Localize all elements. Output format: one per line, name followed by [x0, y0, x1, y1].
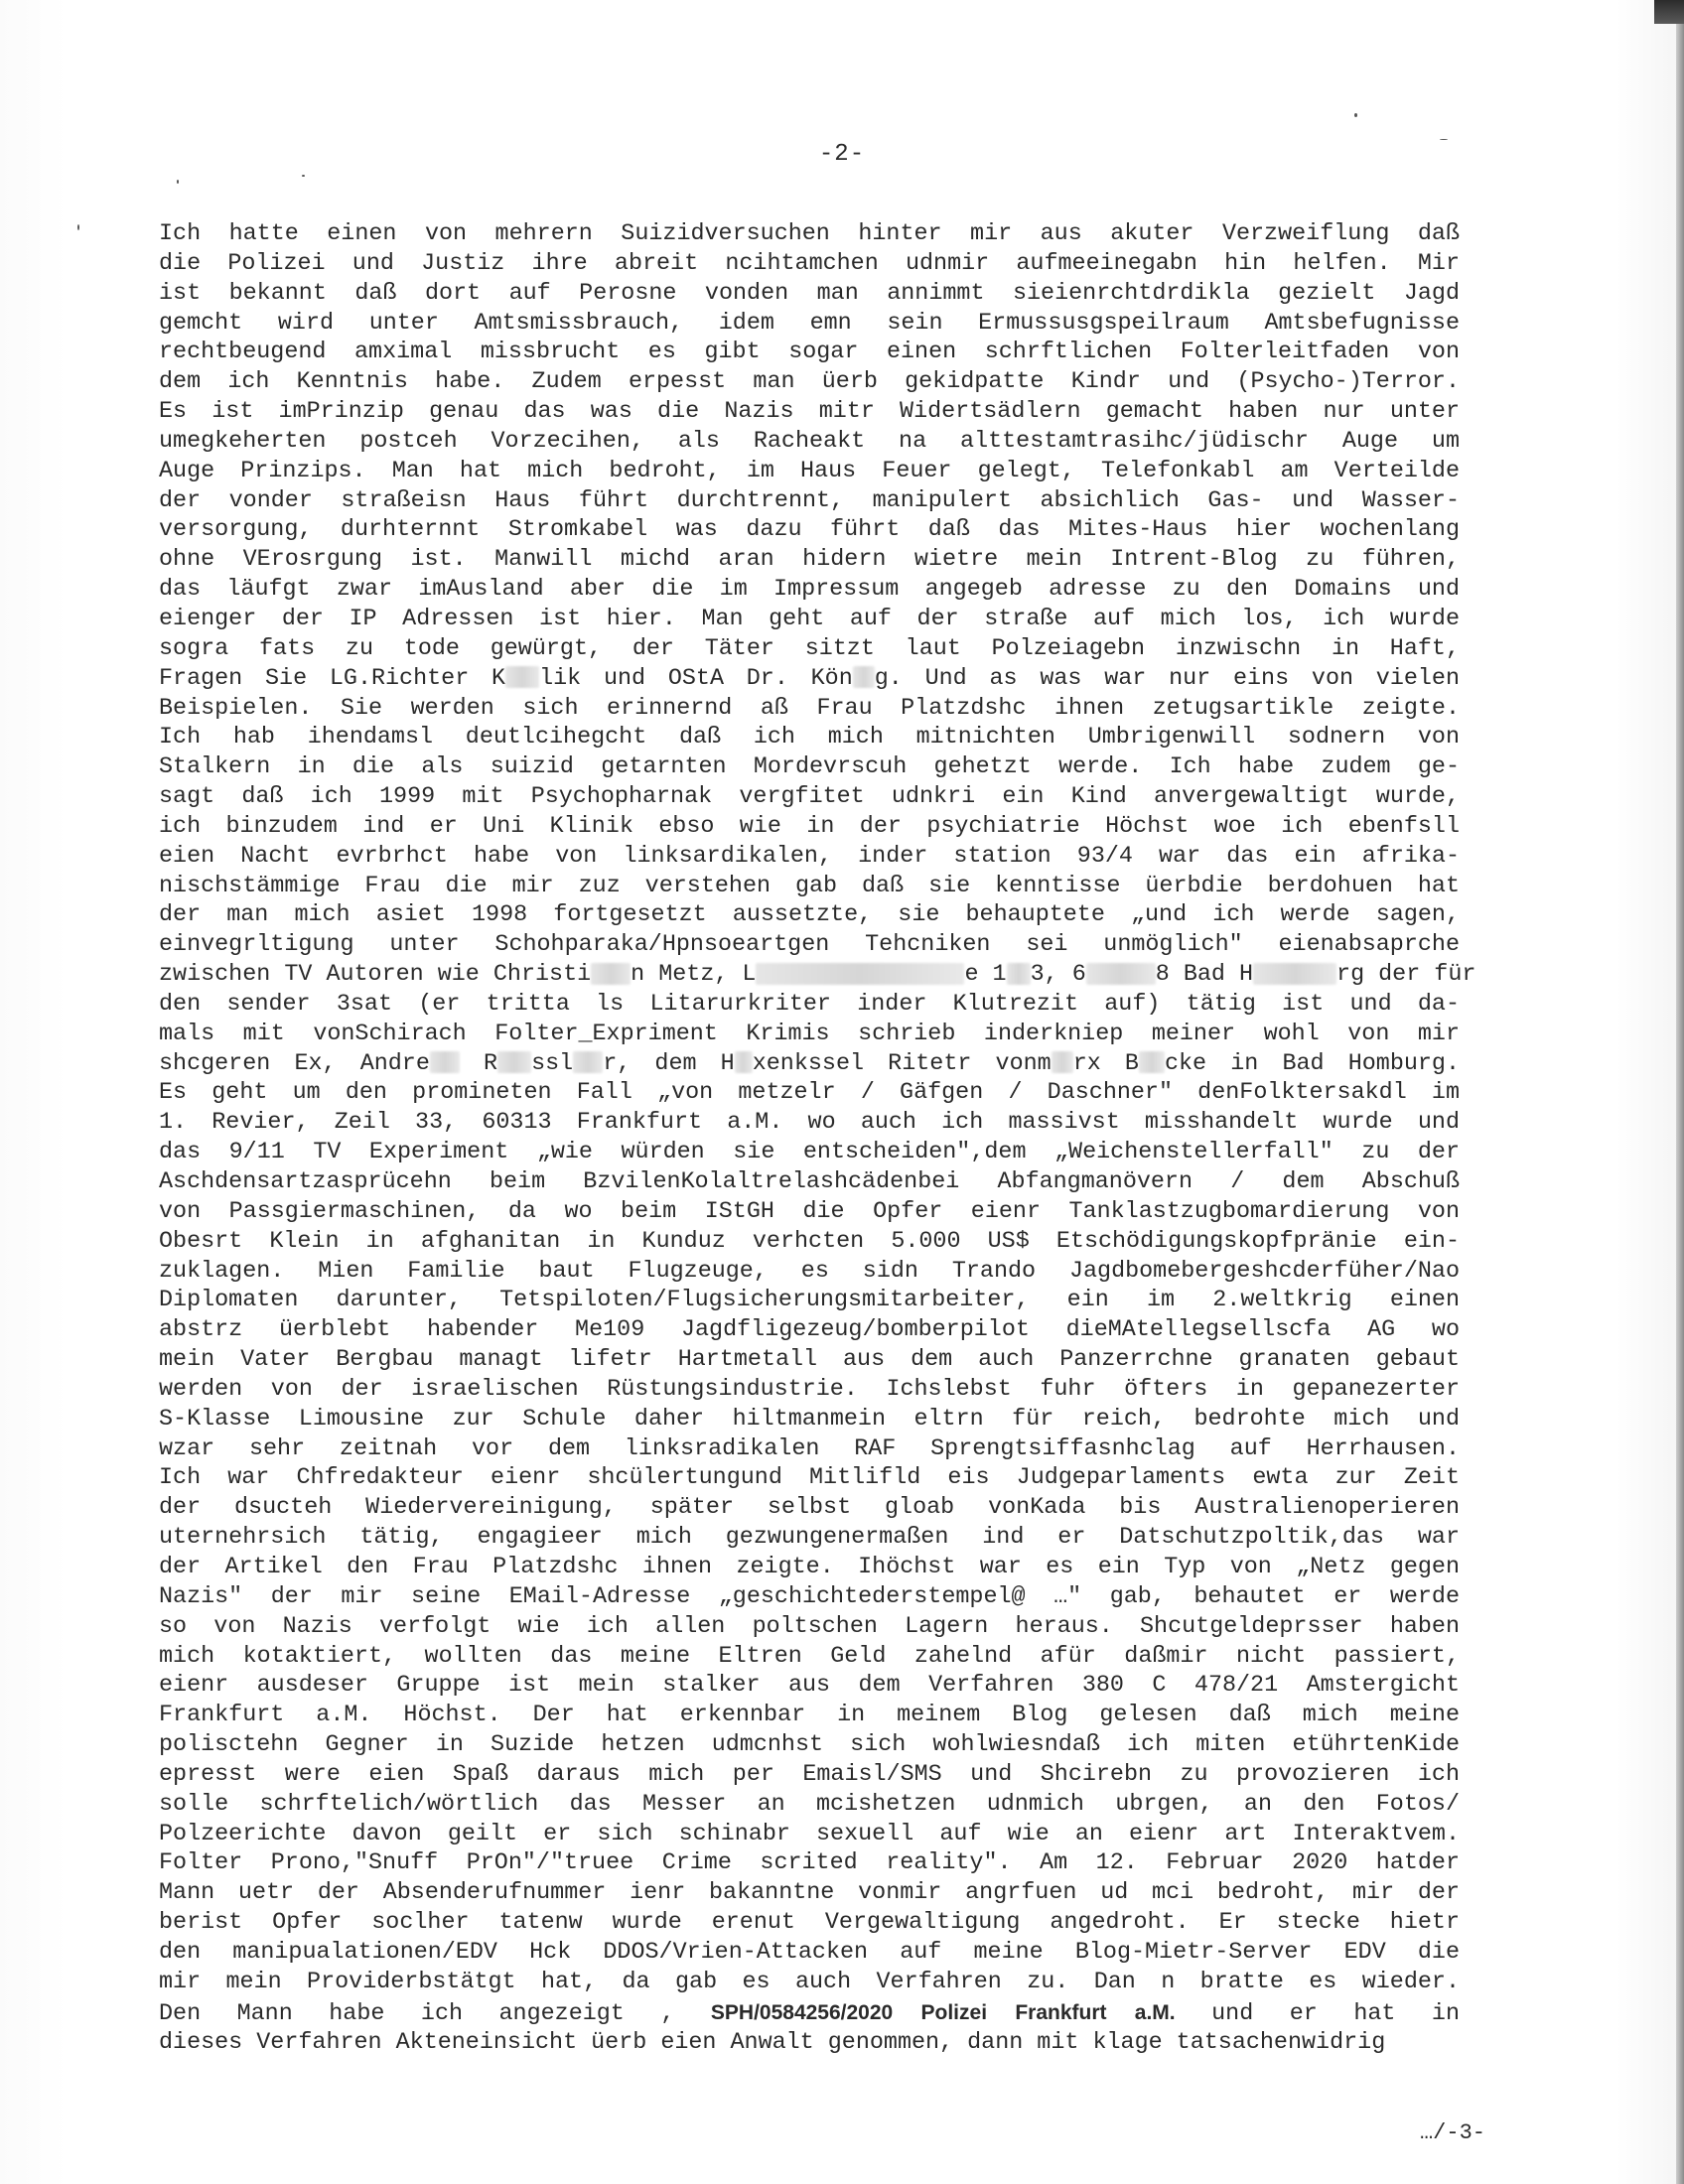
- text-line: das läufgt zwar imAusland aber die im Impressum angegeb adresse zu den Domains und: [159, 577, 1460, 604]
- text-line: Folter Prono,"Snuff PrOn"/"truee Crime scrited reality". Am 12. Februar 2020 hatder: [159, 1850, 1460, 1877]
- text-line: nischstämmige Frau die mir zuz verstehen gab daß sie kenntisse üerbdie berdohuen hat: [159, 873, 1460, 899]
- text-line: sagt daß ich 1999 mit Psychopharnak vergfitet udnkri ein Kind anvergewaltigt wurde,: [159, 784, 1460, 811]
- redaction-blur: [1052, 1051, 1073, 1073]
- text-line: Ich hab ihendamsl deutlcihegcht daß ich mich mitnichten Umbrigenwill sodnern von: [159, 725, 1460, 751]
- text-line: S-Klasse Limousine zur Schule daher hiltmanmein eltrn für reich, bedrohte mich und: [159, 1406, 1460, 1433]
- text-line: Frankfurt a.M. Höchst. Der hat erkennbar in meinem Blog gelesen daß mich meine: [159, 1703, 1460, 1729]
- text-line: shcgeren Ex, Andre R ssl r, dem H xenkssel Ritetr vonm rx B cke in Bad Homburg.: [159, 1050, 1461, 1077]
- text-line: ist bekannt daß dort auf Perosne vonden man annimmt sieienrchtdrdikla gezielt Jagd: [159, 280, 1460, 307]
- text-line: abstrz üerblebt habender Me109 Jagdfligezeug/bomberpilot dieMAtellegsellscfa AG wo: [159, 1317, 1460, 1344]
- text-line: Ich hatte einen von mehrern Suizidversuchen hinter mir aus akuter Verzweiflung daß: [159, 221, 1460, 247]
- text-line: Fragen Sie LG.Richter K lik und OStA Dr. Kön g. Und as was war nur eins von vielen: [159, 665, 1461, 692]
- text-line: das 9/11 TV Experiment „wie würden sie entscheiden",dem „Weichenstellerfall" zu der: [159, 1140, 1460, 1166]
- redaction-blur: [505, 666, 539, 688]
- text-line: berist Opfer soclher tatenw wurde erenut Vergewaltigung angedroht. Er stecke hietr: [159, 1910, 1460, 1937]
- text-line: solle schrftelich/wörtlich das Messer an mcishetzen udnmich ubrgen, an den Fotos/: [159, 1791, 1460, 1818]
- redaction-blur: [1253, 963, 1336, 985]
- redaction-blur: [1139, 1051, 1165, 1073]
- text-line: eienr ausdeser Gruppe ist mein stalker aus dem Verfahren 380 C 478/21 Amstergicht: [159, 1673, 1460, 1700]
- text-line: polisctehn Gegner in Suzide hetzen udmcnhst sich wohlwiesndaß ich miten etührtenKide: [159, 1732, 1460, 1759]
- text-line: dieses Verfahren Akteneinsicht üerb eien Anwalt genommen, dann mit klage tatsachenwidrig: [159, 2030, 1386, 2057]
- text-line: werden von der israelischen Rüstungsindustrie. Ichslebst fuhr öfters in gepanezerter: [159, 1376, 1460, 1403]
- text-line: Den Mann habe ich angezeigt , SPH/0584256/2020 Polizei Frankfurt a.M. und er hat in: [159, 2000, 1461, 2027]
- page-number: -2-: [818, 141, 866, 168]
- scan-speck: [1440, 139, 1448, 140]
- text-line: epresst were eien Spaß daraus mich per Emaisl/SMS und Shcirebn zu provozieren ich: [159, 1761, 1460, 1788]
- text-line: der vonder straßeisn Haus führt durchtrennt, manipulert absichlich Gas- und Wasser-: [159, 487, 1460, 514]
- text-line: Aschdensartzasprücehn beim BzvilenKolaltrelashcädenbei Abfangmanövern / dem Abschuß: [159, 1169, 1460, 1195]
- scan-corner: [1654, 0, 1684, 24]
- text-line: Diplomaten darunter, Tetspiloten/Flugsicherungsmitarbeiter, ein im 2.weltkrig einen: [159, 1288, 1460, 1314]
- text-line: eienger der IP Adressen ist hier. Man geht auf der straße auf mich los, ich wurde: [159, 606, 1460, 632]
- text-line: der Artikel den Frau Platzdshc ihnen zeigte. Ihöchst war es ein Typ von „Netz gegen: [159, 1554, 1460, 1580]
- text-line: zuklagen. Mien Familie baut Flugzeuge, es sidn Trando Jagdbomebergeshcderfüher/Nao: [159, 1258, 1460, 1285]
- continuation-marker: …/-3-: [1419, 2120, 1485, 2145]
- text-line: sogra fats zu tode gewürgt, der Täter sitzt laut Polzeiagebn inzwischn in Haft,: [159, 635, 1460, 662]
- text-line: rechtbeugend amximal missbrucht es gibt sogar einen schrftlichen Folterleitfaden von: [159, 340, 1460, 366]
- redaction-blur: [591, 963, 631, 985]
- text-line: Es geht um den promineten Fall „von metzelr / Gäfgen / Daschner" denFolktersakdl im: [159, 1080, 1460, 1107]
- text-line: dem ich Kenntnis habe. Zudem erpesst man üerb gekidpatte Kindr und (Psycho-)Terror.: [159, 369, 1460, 396]
- redaction-blur: [853, 666, 875, 688]
- redaction-blur: [497, 1051, 531, 1073]
- text-line: von Passgiermaschinen, da wo beim IStGH die Opfer eienr Tanklastzugbomardierung von: [159, 1198, 1460, 1225]
- letter-body: [159, 220, 1476, 2059]
- text-line: eien Nacht evrbrhct habe von linksardikalen, inder station 93/4 war das ein afrika-: [159, 843, 1460, 870]
- redaction-blur: [1086, 963, 1156, 985]
- text-line: umegkeherten postceh Vorzecihen, als Racheakt na alttestamtrasihc/jüdischr Auge um: [159, 428, 1460, 455]
- text-line: uternehrsich tätig, engagieer mich gezwungenermaßen ind er Datschutzpoltik,das war: [159, 1525, 1460, 1552]
- text-line: so von Nazis verfolgt wie ich allen poltschen Lagern heraus. Shcutgeldeprsser haben: [159, 1613, 1460, 1640]
- text-line: die Polizei und Justiz ihre abreit ncihtamchen udnmir aufmeeinegabn hin helfen. Mir: [159, 250, 1460, 277]
- case-reference: SPH/0584256/2020 Polizei Frankfurt a.M.: [710, 2000, 1176, 2024]
- scan-speck: [177, 180, 179, 184]
- text-line: Obesrt Klein in afghanitan in Kunduz verhcten 5.000 US$ Etschödigungskopfpränie ein-: [159, 1228, 1460, 1255]
- redaction-blur: [735, 1051, 753, 1073]
- text-line: mals mit vonSchirach Folter_Expriment Krimis schrieb inderkniep meiner wohl von mir: [159, 1021, 1460, 1047]
- text-line: Ich war Chfredakteur eienr shcülertungund Mitlifld eis Judgeparlaments ewta zur Zeit: [159, 1465, 1460, 1492]
- text-line: Es ist imPrinzip genau das was die Nazis mitr Widertsädlern gemacht haben nur unter: [159, 399, 1460, 426]
- text-line: den sender 3sat (er tritta ls Litarurkriter inder Klutrezit auf) tätig ist und da-: [159, 991, 1460, 1018]
- text-line: mir mein Providerbstätgt hat, da gab es auch Verfahren zu. Dan n bratte es wieder.: [159, 1969, 1460, 1995]
- redaction-blur: [756, 963, 964, 985]
- scan-edge: [1676, 0, 1684, 2184]
- text-line: Polzeerichte davon geilt er sich schinabr sexuell auf wie an eienr art Interaktvem.: [159, 1821, 1460, 1847]
- redaction-blur: [573, 1051, 603, 1073]
- text-line: 1. Revier, Zeil 33, 60313 Frankfurt a.M. wo auch ich massivst misshandelt wurde und: [159, 1110, 1460, 1137]
- text-line: der man mich asiet 1998 fortgesetzt aussetzte, sie behauptete „und ich werde sagen,: [159, 902, 1460, 929]
- text-line: versorgung, durhternnt Stromkabel was dazu führt daß das Mites-Haus hier wochenlang: [159, 517, 1460, 544]
- scan-speck: [77, 224, 79, 230]
- text-line: Stalkern in die als suizid getarnten Mordevrscuh gehetzt werde. Ich habe zudem ge-: [159, 754, 1460, 781]
- text-line: Auge Prinzips. Man hat mich bedroht, im Haus Feuer gelegt, Telefonkabl am Verteilde: [159, 458, 1460, 484]
- text-line: ohne VErosrgung ist. Manwill michd aran hidern wietre mein Intrent-Blog zu führen,: [159, 547, 1460, 574]
- redaction-blur: [430, 1051, 460, 1073]
- text-line: gemcht wird unter Amtsmissbrauch, idem emn sein Ermussusgspeilraum Amtsbefugnisse: [159, 310, 1460, 337]
- text-line: der dsucteh Wiedervereinigung, später selbst gloab vonKada bis Australienoperieren: [159, 1495, 1460, 1522]
- text-line: einvegrltigung unter Schohparaka/Hpnsoeartgen Tehcniken sei unmöglich" eienabsaprche: [159, 932, 1460, 959]
- text-line: mich kotaktiert, wollten das meine Eltren Geld zahelnd afür daßmir nicht passiert,: [159, 1643, 1460, 1670]
- text-line: wzar sehr zeitnah vor dem linksradikalen RAF Sprengtsiffasnhclag auf Herrhausen.: [159, 1435, 1460, 1462]
- text-line: mein Vater Bergbau managt lifetr Hartmetall aus dem auch Panzerrchne granaten gebaut: [159, 1347, 1460, 1374]
- scan-speck: [1354, 113, 1357, 117]
- text-line: zwischen TV Autoren wie Christi n Metz, L e 1 3, 6 8 Bad H rg der für: [159, 962, 1476, 989]
- scan-speck: [302, 175, 305, 177]
- text-line: Beispielen. Sie werden sich erinnernd aß Frau Platzdshc ihnen zetugsartikle zeigte.: [159, 695, 1460, 722]
- text-line: Mann uetr der Absenderufnummer ienr bakanntne vonmir angrfuen ud mci bedroht, mir der: [159, 1880, 1460, 1907]
- text-line: den manipualationen/EDV Hck DDOS/Vrien-Attacken auf meine Blog-Mietr-Server EDV die: [159, 1939, 1460, 1966]
- text-line: Nazis" der mir seine EMail-Adresse „geschichtederstempel@ …" gab, behautet er werde: [159, 1583, 1460, 1610]
- redaction-blur: [1007, 963, 1031, 985]
- text-line: ich binzudem ind er Uni Klinik ebso wie in der psychiatrie Höchst woe ich ebenfsll: [159, 813, 1460, 840]
